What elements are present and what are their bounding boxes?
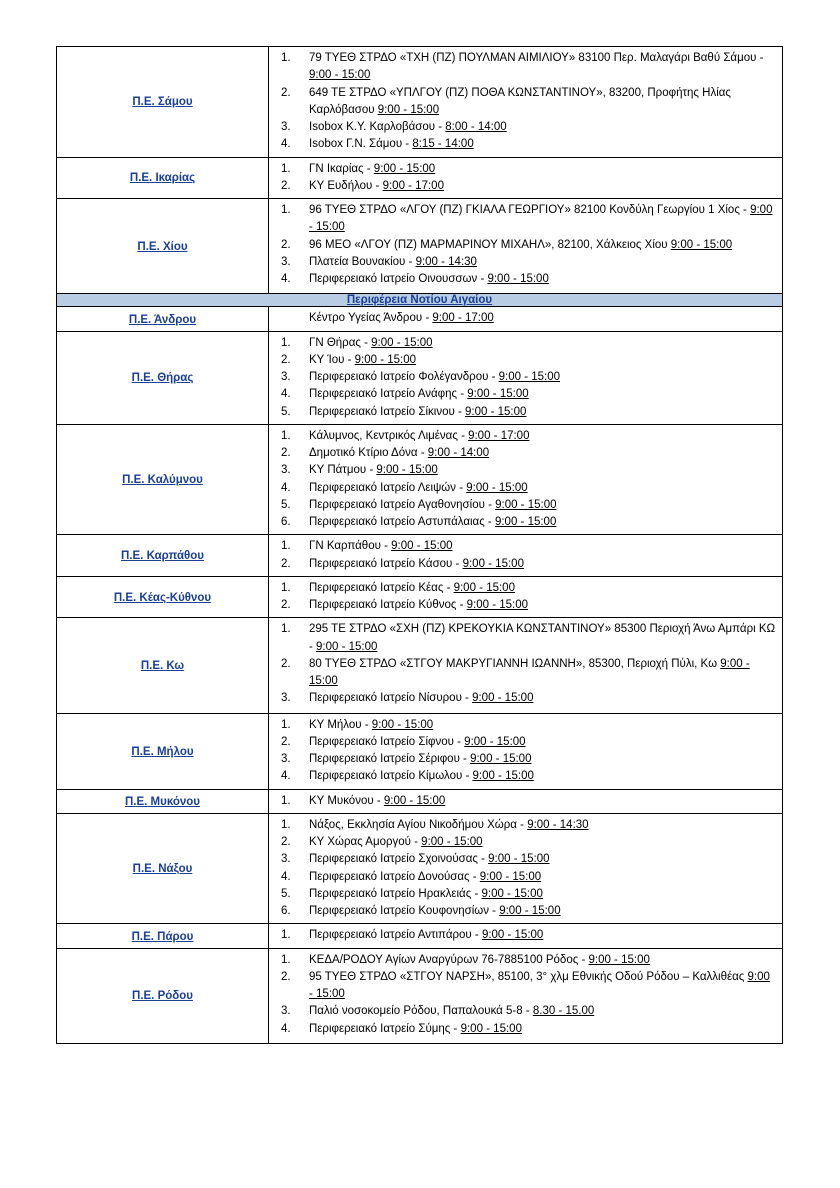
list-item-number: 5. [281,405,291,418]
site-hours: 8:00 - 14:00 [445,121,507,133]
list-item [275,597,776,614]
site-name: ΚΥ Χώρας Αμοργού - [309,836,422,848]
list-item [275,50,776,85]
list-item [275,751,776,768]
site-hours: 9:00 - 15:00 [371,718,434,731]
list-item [275,869,776,886]
site-name: Περιφερειακό Ιατρείο Σύμης - [309,1022,461,1035]
list-item-number: 3. [281,753,291,765]
region-cell [57,576,269,618]
region-cell [57,924,269,948]
sites-cell [269,535,783,577]
list-item [275,497,776,514]
region-cell [57,307,269,331]
section-title: Περιφέρεια Νοτίου Αιγαίου [346,294,493,307]
site-hours: 9:00 - 15:00 [588,953,650,966]
site-hours: 9:00 - 15:00 [481,929,544,942]
list-item-number: 4. [281,870,291,883]
list-item [275,734,776,751]
site-name: Δημοτικό Κτίριο Δόνα - [309,447,428,459]
list-item [275,834,776,851]
site-hours: 9:00 - 14:30 [415,255,477,268]
sites-cell [269,948,783,1043]
list-item-number: 2. [281,353,291,366]
list-item-number: 1. [281,581,291,594]
list-item [275,656,776,691]
table-row [57,47,783,158]
list-item [275,178,776,195]
region-cell [57,424,269,535]
site-name: Περιφερειακό Ιατρείο Κίμωλου - [309,770,473,783]
sites-list [269,814,782,924]
sites-list [269,199,782,293]
site-name: Περιφερειακό Ιατρείο Αντιπάρου - [309,929,482,942]
region-label[interactable]: Π.Ε. Μυκόνου [124,795,200,808]
list-item-number: 1. [281,540,291,553]
list-item-number: 4. [281,138,291,151]
sites-list [269,158,782,199]
site-name: Περιφερειακό Ιατρείο Σέριφου - [309,753,471,765]
region-label[interactable]: Π.Ε. Κέας-Κύθνου [113,591,212,604]
list-item-number: 6. [281,516,291,528]
region-label[interactable]: Π.Ε. Καρπάθου [121,550,204,563]
region-label[interactable]: Π.Ε. Κω [140,660,185,673]
region-cell [57,713,269,789]
sites-list [269,425,782,535]
table-row [57,713,783,789]
list-item-number: 1. [281,929,291,942]
list-item [275,119,776,136]
site-name: ΚΥ Μήλου - [309,718,372,731]
list-item [275,851,776,868]
site-name: Περιφερειακό Ιατρείο Ηρακλειάς - [309,887,482,900]
region-label[interactable]: Π.Ε. Σάμου [132,96,193,109]
site-hours: 9:00 - 15:00 [495,498,557,511]
list-item [275,580,776,597]
sites-cell [269,424,783,535]
sites-cell [269,157,783,199]
table-row [57,535,783,577]
list-item [275,445,776,462]
site-name: Πλατεία Βουνακίου - [309,255,416,268]
site-hours: 9:00 - 15:00 [377,103,440,116]
site-hours: 9:00 - 17:00 [382,179,444,192]
site-hours: 9:00 - 15:00 [421,836,483,848]
list-item [275,1021,776,1038]
site-name: 96 ΤΥΕΘ ΣΤΡΔΟ «ΛΓΟΥ (ΠΖ) ΓΚΙΑΛΑ ΓΕΩΡΓΙΟΥ» 82100 Κονδύλη Γεωργίου 1 Χίος - [309,204,751,216]
list-item-number: 4. [281,273,291,285]
site-hours: 9:00 - 15:00 [470,753,532,765]
list-item-number: 2. [281,238,291,251]
list-item-number: 1. [281,336,291,349]
site-hours: 9:00 - 15:00 [309,204,773,234]
sites-list [269,618,782,712]
vaccination-sites-table [56,46,783,1044]
list-item-number: 2. [281,836,291,848]
site-name: ΓΝ Θήρας - [309,336,372,349]
list-item-number: 2. [281,970,291,983]
region-cell [57,331,269,424]
site-name: 79 ΤΥΕΘ ΣΤΡΔΟ «ΤΧΗ (ΠΖ) ΠΟΥΛΜΑΝ ΑΙΜΙΛΙΟΥ» 83100 Περ. Μαλαγάρι Βαθύ Σάμου - [309,52,764,64]
list-item-number: 3. [281,853,291,866]
list-item-number: 3. [281,255,291,268]
site-hours: 9:00 - 15:00 [494,516,557,528]
table-row [57,813,783,924]
list-item [275,161,776,178]
site-hours: 9:00 - 15:00 [472,770,534,783]
site-hours: 9:00 - 15:00 [309,657,750,687]
sites-cell [269,47,783,158]
list-item [275,428,776,445]
site-hours: 9:00 - 15:00 [466,481,528,494]
site-name: 649 ΤΕ ΣΤΡΔΟ «ΥΠΛΓΟΥ (ΠΖ) ΠΟΘΑ ΚΩΝΣΤΑΝΤΙΝΟΥ», 83200, Προφήτης Ηλίας Καρλόβασου [309,86,731,116]
site-name: Νάξος, Εκκλησία Αγίου Νικοδήμου Χώρα - [309,818,528,831]
list-item-number: 6. [281,905,291,917]
list-item [275,462,776,479]
list-item-number: 1. [281,818,291,831]
region-cell [57,199,269,294]
list-item-number: 4. [281,1022,291,1035]
site-name: Περιφερειακό Ιατρείο Κάσου - [309,557,463,570]
list-item [275,310,776,327]
site-hours: 9:00 - 15:00 [391,540,453,553]
site-name: Περιφερειακό Ιατρείο Λειψών - [309,481,467,494]
site-hours: 9:00 - 15:00 [487,273,549,285]
site-name: Περιφερειακό Ιατρείο Αγαθονησίου - [309,498,496,511]
list-item-number: 2. [281,657,291,670]
site-name: Περιφερειακό Ιατρείο Δονούσας - [309,870,480,883]
list-item-number: 3. [281,692,291,705]
list-item-number: 3. [281,121,291,133]
site-hours: 9:00 - 15:00 [354,353,417,366]
region-cell [57,948,269,1043]
table-row [57,199,783,294]
sites-cell [269,576,783,618]
sites-cell [269,713,783,789]
region-label[interactable]: Π.Ε. Νάξου [132,863,193,876]
region-label[interactable]: Π.Ε. Ρόδου [132,990,193,1003]
site-name: 95 ΤΥΕΘ ΣΤΡΔΟ «ΣΤΓΟΥ ΝΑΡΣΗ», 85100, 3° χλμ Εθνικής Οδού Ρόδου – Καλλιθέας [309,970,748,983]
site-name: Περιφερειακό Ιατρείο Ανάφης - [309,388,468,401]
site-name: Παλιό νοσοκομείο Ρόδου, Παπαλουκά 5-8 - [309,1005,533,1018]
list-item [275,514,776,531]
sites-list [269,714,782,789]
sites-list [269,949,782,1043]
sites-cell [269,813,783,924]
list-item [275,903,776,920]
site-name: Isobox Κ.Υ. Καρλοβάσου - [309,121,446,133]
list-item-number: 4. [281,481,291,494]
list-item-number: 3. [281,1005,291,1018]
site-name: 80 ΤΥΕΘ ΣΤΡΔΟ «ΣΤΓΟΥ ΜΑΚΡΥΓΙΑΝΝΗ ΙΩΑΝΝΗ», 85300, Περιοχή Πύλι, Κω [309,657,721,670]
list-item [275,793,776,810]
site-hours: 9:00 - 15:00 [464,735,526,748]
site-name: Περιφερειακό Ιατρείο Φολέγανδρου - [309,371,499,383]
list-item-number: 5. [281,887,291,900]
site-name: Περιφερειακό Ιατρείο Σίκινου - [309,405,466,418]
list-item-number: 1. [281,429,291,442]
list-item [275,480,776,497]
table-row [57,157,783,199]
site-hours: 9:00 - 15:00 [481,887,543,900]
site-hours: 9:00 - 15:00 [383,794,446,807]
list-item [275,538,776,555]
region-label[interactable]: Π.Ε. Άνδρου [128,313,197,326]
list-item [275,717,776,734]
site-name: Περιφερειακό Ιατρείο Αστυπάλαιας - [309,516,495,528]
list-item [275,271,776,288]
site-hours: 9:00 - 14:30 [527,818,589,831]
site-hours: 9:00 - 15:00 [373,162,436,175]
site-hours: 9:00 - 15:00 [466,599,529,611]
site-hours: 9:00 - 15:00 [467,388,529,401]
sites-cell [269,307,783,331]
sites-list [269,790,782,813]
region-label[interactable]: Π.Ε. Χίου [137,240,188,253]
site-name: Περιφερειακό Ιατρείο Οινουσσων - [309,273,488,285]
table-row [57,576,783,618]
list-item [275,690,776,707]
list-item-number: 1. [281,794,291,807]
site-hours: 9:00 - 15:00 [499,905,561,917]
site-hours: 9:00 - 15:00 [309,970,770,1000]
sites-list [269,47,782,157]
list-item-number: 2. [281,447,291,459]
list-item [275,817,776,834]
list-item-number: 2. [281,179,291,192]
list-item [275,85,776,120]
table-section-header-row [57,294,783,307]
list-item [275,404,776,421]
site-hours: 9:00 - 17:00 [432,312,494,325]
site-name: Περιφερειακό Ιατρείο Νίσυρου - [309,692,473,705]
list-item-number: 1. [281,162,291,175]
list-item [275,136,776,153]
site-hours: 9:00 - 15:00 [488,853,550,866]
site-hours: 9:00 - 15:00 [460,1022,522,1035]
list-item-number: 1. [281,204,291,216]
region-label[interactable]: Π.Ε. Θήρας [131,372,194,385]
list-item-number: 1. [281,623,291,636]
region-label[interactable]: Π.Ε. Μήλου [131,745,194,758]
table-row [57,618,783,713]
site-hours: 9:00 - 15:00 [465,405,527,418]
site-name: ΓΝ Ικαρίας - [309,162,374,175]
sites-cell [269,789,783,813]
sites-cell [269,924,783,948]
list-item [275,556,776,573]
sites-list [269,577,782,618]
site-name: ΓΝ Καρπάθου - [309,540,392,553]
list-item-number: 3. [281,464,291,477]
site-hours: 9:00 - 15:00 [309,69,371,82]
region-cell [57,618,269,713]
site-hours: 9:00 - 15:00 [472,692,534,705]
site-hours: 9:00 - 15:00 [462,557,524,570]
list-item [275,886,776,903]
list-item [275,952,776,969]
sites-cell [269,618,783,713]
site-name: Κέντρο Υγείας Άνδρου - [309,312,433,325]
site-hours: 9:00 - 15:00 [376,464,438,477]
list-item-number: 2. [281,86,291,99]
list-item [275,369,776,386]
site-name: Κάλυμνος, Κεντρικός Λιμένας - [309,429,469,442]
table-row [57,424,783,535]
sites-list [269,307,782,330]
region-label[interactable]: Π.Ε. Ικαρίας [129,172,196,185]
site-hours: 8.30 - 15.00 [532,1005,595,1018]
region-cell [57,157,269,199]
site-name: Isobox Γ.Ν. Σάμου - [309,138,413,151]
table-row [57,924,783,948]
table-row [57,307,783,331]
list-item-number: 5. [281,498,291,511]
list-item [275,1003,776,1020]
site-name: Περιφερειακό Ιατρείο Σίφνου - [309,735,465,748]
region-cell [57,535,269,577]
region-cell [57,47,269,158]
sites-list [269,332,782,424]
site-name: ΚΥ Ευδήλου - [309,179,383,192]
table-row [57,789,783,813]
list-item-number: 1. [281,52,291,64]
site-name: ΚΥ Ίου - [309,353,355,366]
region-cell [57,813,269,924]
region-cell [57,789,269,813]
list-item-number: 2. [281,735,291,748]
site-hours: 9:00 - 17:00 [468,429,530,442]
list-item [275,386,776,403]
site-hours: 9:00 - 14:00 [427,447,490,459]
list-item [275,969,776,1004]
site-name: ΚΥ Πάτμου - [309,464,377,477]
list-item-number: 4. [281,388,291,401]
list-item-number: 2. [281,599,291,611]
site-hours: 9:00 - 15:00 [316,640,378,653]
region-label[interactable]: Π.Ε. Πάρου [131,930,194,943]
site-hours: 8:15 - 14:00 [412,138,474,151]
table-row [57,331,783,424]
table-row [57,948,783,1043]
list-item [275,237,776,254]
site-hours: 9:00 - 15:00 [479,870,542,883]
region-label[interactable]: Π.Ε. Καλύμνου [122,474,203,487]
sites-cell [269,331,783,424]
list-item [275,768,776,785]
sites-cell [269,199,783,294]
list-item [275,202,776,237]
site-name: 96 ΜΕΟ «ΛΓΟΥ (ΠΖ) ΜΑΡΜΑΡΙΝΟΥ ΜΙΧΑΗΛ», 82100, Χάλκειος Χίου [309,238,671,251]
section-header-cell [57,294,783,307]
list-item-number: 4. [281,770,291,783]
list-item [275,621,776,656]
site-name: ΚΕΔΑ/ΡΟΔΟΥ Αγίων Αναργύρων 76-7885100 Ρόδος - [309,953,589,966]
list-item-number: 3. [281,371,291,383]
site-hours: 9:00 - 15:00 [453,581,515,594]
list-item [275,927,776,944]
site-name: Περιφερειακό Ιατρείο Κέας - [309,581,454,594]
list-item [275,335,776,352]
list-item [275,352,776,369]
site-name: ΚΥ Μυκόνου - [309,794,384,807]
sites-list [269,535,782,576]
list-item [275,254,776,271]
list-item-number: 1. [281,953,291,966]
site-name: 295 ΤΕ ΣΤΡΔΟ «ΣΧΗ (ΠΖ) ΚΡΕΚΟΥΚΙΑ ΚΩΝΣΤΑΝΤΙΝΟΥ» 85300 Περιοχή Άνω Αμπάρι ΚΩ - [309,623,776,653]
site-name: Περιφερειακό Ιατρείο Κύθνος - [309,599,467,611]
list-item-number: 2. [281,557,291,570]
site-name: Περιφερειακό Ιατρείο Σχοινούσας - [309,853,489,866]
site-hours: 9:00 - 15:00 [371,336,433,349]
list-item-number: 1. [281,718,291,731]
sites-list [269,924,782,947]
site-name: Περιφερειακό Ιατρείο Κουφονησίων - [309,905,500,917]
site-hours: 9:00 - 15:00 [670,238,733,251]
site-hours: 9:00 - 15:00 [498,371,561,383]
